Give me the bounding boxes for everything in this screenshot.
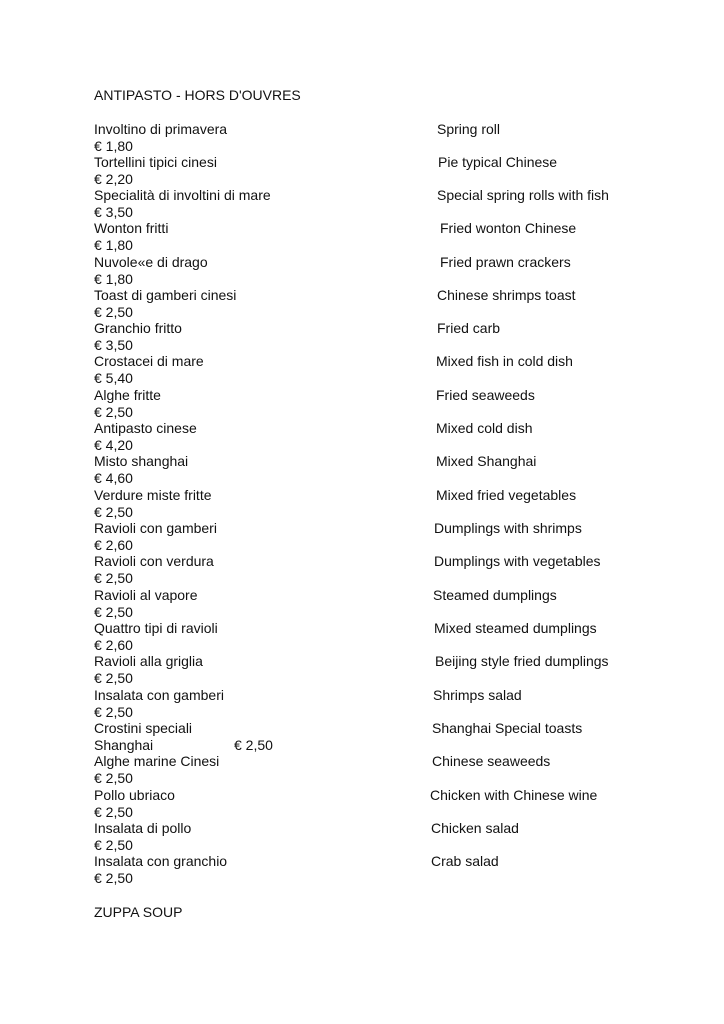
item-16-price: € 2,60 xyxy=(94,637,133,653)
item-6-italian: Toast di gamberi cinesi xyxy=(94,287,237,303)
item-2-italian: Tortellini tipici cinesi xyxy=(94,154,217,170)
item-15-english: Steamed dumplings xyxy=(433,587,557,603)
item-1-italian: Involtino di primavera xyxy=(94,121,228,137)
item-6-price: € 2,50 xyxy=(94,304,133,320)
item-18-price: € 2,50 xyxy=(94,704,133,720)
item-5-price: € 1,80 xyxy=(94,271,133,287)
item-13-english: Dumplings with shrimps xyxy=(434,520,582,536)
item-18-italian: Insalata con gamberi xyxy=(94,687,224,703)
item-16-english: Mixed steamed dumplings xyxy=(434,620,597,636)
item-17-price: € 2,50 xyxy=(94,670,133,686)
item-22-price: € 2,50 xyxy=(94,837,133,853)
item-9-price: € 2,50 xyxy=(94,404,133,420)
item-20-italian: Alghe marine Cinesi xyxy=(94,753,220,769)
item-8-english: Mixed fish in cold dish xyxy=(436,353,573,369)
item-3-price: € 3,50 xyxy=(94,204,133,220)
section-title: ANTIPASTO - HORS D'OUVRES xyxy=(94,87,301,103)
item-7-price: € 3,50 xyxy=(94,337,133,353)
item-22-english: Chicken salad xyxy=(431,820,519,836)
item-6-english: Chinese shrimps toast xyxy=(437,287,576,303)
item-9-english: Fried seaweeds xyxy=(436,387,535,403)
item-21-english: Chicken with Chinese wine xyxy=(430,787,598,803)
item-20-price: € 2,50 xyxy=(94,770,133,786)
item-4-italian: Wonton fritti xyxy=(94,220,169,236)
item-21-price: € 2,50 xyxy=(94,804,133,820)
item-19-italian-continued: Shanghai xyxy=(94,737,154,753)
item-18-english: Shrimps salad xyxy=(433,687,522,703)
item-1-price: € 1,80 xyxy=(94,138,133,154)
item-23-english: Crab salad xyxy=(431,853,499,869)
item-14-price: € 2,50 xyxy=(94,570,133,586)
item-7-english: Fried carb xyxy=(437,320,501,336)
item-1-english: Spring roll xyxy=(437,121,501,137)
item-11-italian: Misto shanghai xyxy=(94,453,189,469)
item-15-italian: Ravioli al vapore xyxy=(94,587,198,603)
item-14-italian: Ravioli con verdura xyxy=(94,553,214,569)
item-19-english: Shanghai Special toasts xyxy=(432,720,583,736)
item-2-english: Pie typical Chinese xyxy=(438,154,558,170)
item-17-english: Beijing style fried dumplings xyxy=(435,653,609,669)
item-15-price: € 2,50 xyxy=(94,604,133,620)
item-3-english: Special spring rolls with fish xyxy=(437,187,609,203)
item-13-italian: Ravioli con gamberi xyxy=(94,520,217,536)
item-3-italian: Specialità di involtini di mare xyxy=(94,187,271,203)
item-11-price: € 4,60 xyxy=(94,470,133,486)
item-12-italian: Verdure miste fritte xyxy=(94,487,212,503)
item-7-italian: Granchio fritto xyxy=(94,320,182,336)
item-19-price: € 2,50 xyxy=(234,737,273,753)
item-17-italian: Ravioli alla griglia xyxy=(94,653,203,669)
item-12-english: Mixed fried vegetables xyxy=(436,487,577,503)
item-19-italian: Crostini speciali xyxy=(94,720,193,736)
item-10-price: € 4,20 xyxy=(94,437,133,453)
item-5-italian: Nuvole«e di drago xyxy=(94,254,208,270)
item-4-price: € 1,80 xyxy=(94,237,133,253)
item-12-price: € 2,50 xyxy=(94,504,133,520)
item-8-price: € 5,40 xyxy=(94,370,133,386)
item-2-price: € 2,20 xyxy=(94,171,133,187)
item-10-italian: Antipasto cinese xyxy=(94,420,197,436)
item-14-english: Dumplings with vegetables xyxy=(434,553,601,569)
next-section-title: ZUPPA SOUP xyxy=(94,904,183,920)
item-4-english: Fried wonton Chinese xyxy=(440,220,577,236)
item-11-english: Mixed Shanghai xyxy=(436,453,537,469)
item-9-italian: Alghe fritte xyxy=(94,387,161,403)
item-16-italian: Quattro tipi di ravioli xyxy=(94,620,218,636)
item-5-english: Fried prawn crackers xyxy=(440,254,571,270)
item-23-italian: Insalata con granchio xyxy=(94,853,228,869)
item-21-italian: Pollo ubriaco xyxy=(94,787,175,803)
item-13-price: € 2,60 xyxy=(94,537,133,553)
item-23-price: € 2,50 xyxy=(94,870,133,886)
item-22-italian: Insalata di pollo xyxy=(94,820,192,836)
item-10-english: Mixed cold dish xyxy=(436,420,533,436)
item-20-english: Chinese seaweeds xyxy=(432,753,551,769)
item-8-italian: Crostacei di mare xyxy=(94,353,204,369)
